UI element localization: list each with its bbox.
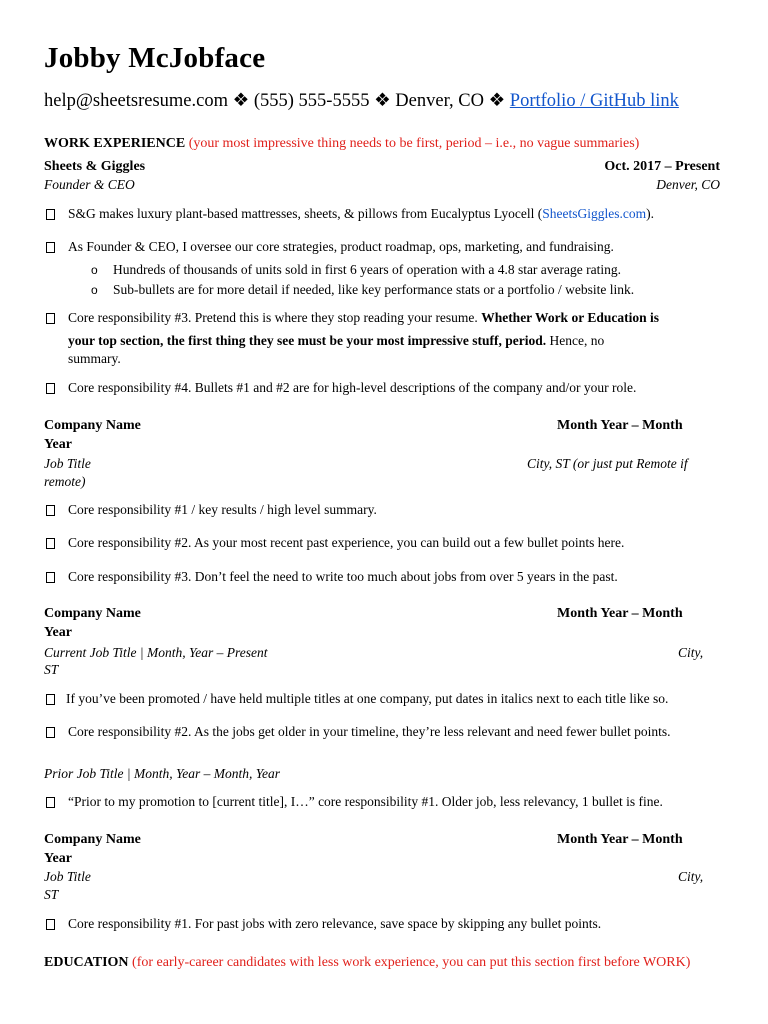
job-title: Job Title [44,869,91,884]
bullet-text: Core responsibility #1 / key results / high level summary. [68,502,377,517]
job-dates: Oct. 2017 – Present [604,159,720,174]
job-location-continued: ST [44,662,59,677]
bullet-text: Core responsibility #3. Don’t feel the need to write too much about jobs from over 5 years in the past. [68,569,618,584]
bullet-icon [46,383,55,394]
bullet-text: “Prior to my promotion to [current title], I…” core responsibility #1. Older job, less relevancy, 1 bullet is fine. [68,794,663,809]
section-title: WORK EXPERIENCE [44,136,186,151]
portfolio-link[interactable]: Portfolio / GitHub link [509,91,679,111]
prior-job-title: Prior Job Title | Month, Year – Month, Year [44,766,280,781]
company-name: Company Name [44,418,141,433]
separator-icon: ❖ [374,91,391,111]
bullet-text-part: Hence, no [546,333,605,348]
sub-bullet-icon: o [91,263,98,277]
bullet-icon [46,572,55,583]
contact-line [44,90,679,112]
bullet-text-bold: your top section, the first thing they see must be your most impressive stuff, period. [68,333,547,348]
bullet-icon [46,242,55,253]
job-dates-continued: Year [44,625,72,640]
bullet-icon [46,538,55,549]
job-title: Founder & CEO [44,177,135,192]
job-dates: Month Year – Month [557,606,683,621]
job-dates: Month Year – Month [557,832,683,847]
bullet-text: Core responsibility #4. Bullets #1 and #2 are for high-level descriptions of the company and/or your role. [68,380,637,395]
bullet-text: Core responsibility #2. As your most recent past experience, you can build out a few bullet points here. [68,535,625,550]
company-name: Company Name [44,606,141,621]
bullet-text [68,310,659,326]
section-note: (for early-career candidates with less work experience, you can put this section first before WORK) [132,955,691,970]
work-experience-heading [44,136,639,152]
job-dates-continued: Year [44,851,72,866]
candidate-name: Jobby McJobface [44,42,266,74]
education-heading [44,955,690,971]
job-location-continued: ST [44,887,59,902]
bullet-text: If you’ve been promoted / have held multiple titles at one company, put dates in italics next to each title like so. [66,691,669,706]
email: help@sheetsresume.com [44,91,228,111]
job-dates-continued: Year [44,437,72,452]
bullet-text-bold: Whether Work or Education is [481,310,659,325]
bullet-text-part: ). [646,206,655,221]
bullet-text: Core responsibility #2. As the jobs get older in your timeline, they’re less relevant and need fewer bullet points. [68,724,671,739]
bullet-text-part: S&G makes luxury plant-based mattresses, sheets, & pillows from Eucalyptus Lyocell ( [68,206,543,221]
sub-bullet-text: Sub-bullets are for more detail if needed, like key performance stats or a portfolio / website link. [113,282,635,297]
section-note: (your most impressive thing needs to be first, period – i.e., no vague summaries) [188,136,640,151]
bullet-text: As Founder & CEO, I oversee our core strategies, product roadmap, ops, marketing, and fundraising. [68,239,614,254]
company-name: Sheets & Giggles [44,159,146,174]
bullet-icon [46,505,55,516]
sub-bullet-icon: o [91,283,98,297]
job-location: Denver, CO [656,177,720,192]
website-link[interactable]: SheetsGiggles.com [542,206,647,221]
job-dates: Month Year – Month [557,418,683,433]
bullet-icon [46,797,55,808]
bullet-icon [46,209,55,220]
location: Denver, CO [395,91,484,111]
separator-icon: ❖ [232,91,250,111]
bullet-text-continued: summary. [68,351,121,366]
bullet-text-continued [68,333,604,349]
phone: (555) 555-5555 [253,91,370,111]
section-title: EDUCATION [44,955,129,970]
separator-icon: ❖ [488,91,506,111]
job-location: City, ST (or just put Remote if [527,456,688,471]
company-name: Company Name [44,832,141,847]
bullet-icon [46,727,55,738]
bullet-text: Core responsibility #1. For past jobs with zero relevance, save space by skipping any bullet points. [68,916,602,931]
job-location: City, [678,869,704,884]
bullet-text [68,206,654,222]
job-location: City, [678,645,704,660]
bullet-icon [46,919,55,930]
job-location-continued: remote) [44,474,86,489]
bullet-icon [46,313,55,324]
bullet-text-part: Core responsibility #3. Pretend this is where they stop reading your resume. [68,310,482,325]
sub-bullet-text: Hundreds of thousands of units sold in first 6 years of operation with a 4.8 star average rating. [113,262,622,277]
job-title: Job Title [44,456,91,471]
job-title: Current Job Title | Month, Year – Present [44,645,268,660]
bullet-icon [46,694,55,705]
